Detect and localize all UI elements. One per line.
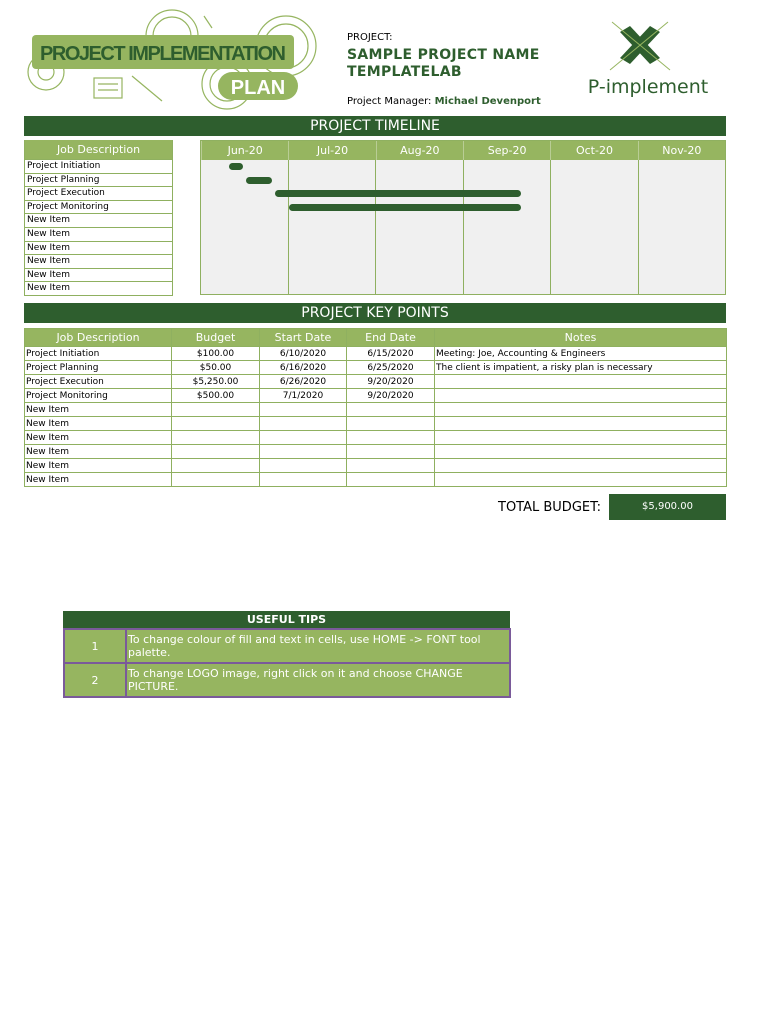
- table-cell[interactable]: 9/20/2020: [347, 375, 435, 389]
- table-cell[interactable]: [435, 417, 727, 431]
- timeline-gantt: [200, 140, 726, 295]
- gantt-bar: [229, 163, 243, 170]
- timeline-month-header: Aug-20: [376, 141, 463, 160]
- timeline-job-row: New Item: [25, 241, 172, 255]
- table-row: [25, 403, 727, 417]
- brand-logo: [574, 18, 724, 100]
- timeline-month-header: Jun-20: [201, 141, 288, 160]
- table-cell[interactable]: [347, 417, 435, 431]
- table-row: [25, 361, 727, 375]
- timeline-month-column: [463, 160, 551, 294]
- total-budget-value: $5,900.00: [609, 494, 726, 520]
- table-row: [25, 445, 727, 459]
- table-cell[interactable]: [172, 445, 260, 459]
- key-points-column-header: Start Date: [260, 329, 347, 347]
- table-cell[interactable]: [435, 389, 727, 403]
- tip-number: 1: [64, 629, 126, 663]
- table-cell[interactable]: [435, 445, 727, 459]
- table-row: [25, 417, 727, 431]
- table-cell[interactable]: Project Execution: [25, 375, 172, 389]
- timeline-month-header: Nov-20: [638, 141, 725, 160]
- timeline-job-row: Project Monitoring: [25, 200, 172, 214]
- table-cell[interactable]: $500.00: [172, 389, 260, 403]
- logo-title: PROJECT IMPLEMENTATION: [40, 43, 286, 65]
- logo-plan: PLAN: [230, 77, 286, 99]
- table-cell[interactable]: [172, 403, 260, 417]
- tip-text: To change LOGO image, right click on it and choose CHANGE PICTURE.: [126, 663, 510, 697]
- timeline-month-header: Sep-20: [463, 141, 550, 160]
- table-row: [25, 375, 727, 389]
- timeline-job-row: New Item: [25, 213, 172, 227]
- table-cell[interactable]: [347, 445, 435, 459]
- key-points-column-header: Job Description: [25, 329, 172, 347]
- table-cell[interactable]: [260, 403, 347, 417]
- table-cell[interactable]: [172, 473, 260, 487]
- table-cell[interactable]: 9/20/2020: [347, 389, 435, 403]
- total-budget-label: TOTAL BUDGET:: [498, 500, 601, 515]
- table-cell[interactable]: 7/1/2020: [260, 389, 347, 403]
- table-cell[interactable]: [260, 417, 347, 431]
- table-cell[interactable]: [435, 375, 727, 389]
- table-cell[interactable]: [435, 459, 727, 473]
- table-row: [25, 473, 727, 487]
- table-cell[interactable]: 6/26/2020: [260, 375, 347, 389]
- tip-text: To change colour of fill and text in cells, use HOME -> FONT tool palette.: [126, 629, 510, 663]
- timeline-month-column: [288, 160, 376, 294]
- timeline-month-header: Oct-20: [550, 141, 637, 160]
- timeline-job-row: Project Execution: [25, 186, 172, 200]
- table-cell[interactable]: [347, 431, 435, 445]
- table-cell[interactable]: Project Monitoring: [25, 389, 172, 403]
- timeline-job-row: Project Initiation: [25, 159, 172, 173]
- table-row: [25, 459, 727, 473]
- timeline-job-header: Job Description: [25, 140, 172, 159]
- timeline-job-row: New Item: [25, 281, 172, 295]
- key-points-column-header: Notes: [435, 329, 727, 347]
- plan-logo: [22, 6, 327, 110]
- table-cell[interactable]: [172, 417, 260, 431]
- gantt-bar: [275, 190, 521, 197]
- timeline-job-list: [24, 140, 173, 296]
- table-cell[interactable]: $50.00: [172, 361, 260, 375]
- project-manager-label: Project Manager:: [347, 96, 432, 107]
- table-cell[interactable]: 6/16/2020: [260, 361, 347, 375]
- table-cell[interactable]: [260, 473, 347, 487]
- table-cell[interactable]: [435, 473, 727, 487]
- brand-name: P-implement: [587, 76, 709, 98]
- tips-table: [63, 628, 511, 698]
- table-cell[interactable]: $5,250.00: [172, 375, 260, 389]
- table-cell[interactable]: [260, 445, 347, 459]
- timeline-job-row: New Item: [25, 227, 172, 241]
- timeline-title: PROJECT TIMELINE: [24, 116, 726, 136]
- timeline-month-column: [201, 160, 288, 294]
- timeline-month-column: [550, 160, 638, 294]
- key-points-title: PROJECT KEY POINTS: [24, 303, 726, 323]
- table-cell[interactable]: New Item: [25, 431, 172, 445]
- table-cell[interactable]: The client is impatient, a risky plan is necessary: [435, 361, 727, 375]
- table-cell[interactable]: 6/25/2020: [347, 361, 435, 375]
- tip-row: [64, 663, 510, 697]
- key-points-column-header: Budget: [172, 329, 260, 347]
- table-cell[interactable]: [347, 403, 435, 417]
- table-cell[interactable]: Project Initiation: [25, 347, 172, 361]
- table-cell[interactable]: [347, 473, 435, 487]
- table-cell[interactable]: [435, 403, 727, 417]
- table-row: [25, 431, 727, 445]
- tip-number: 2: [64, 663, 126, 697]
- table-cell[interactable]: 6/10/2020: [260, 347, 347, 361]
- key-points-table: [24, 328, 727, 487]
- table-cell[interactable]: [435, 431, 727, 445]
- timeline-job-row: Project Planning: [25, 173, 172, 187]
- project-name: SAMPLE PROJECT NAME TEMPLATELAB: [347, 47, 540, 80]
- table-row: [25, 389, 727, 403]
- table-row: [25, 347, 727, 361]
- table-cell[interactable]: 6/15/2020: [347, 347, 435, 361]
- table-cell[interactable]: New Item: [25, 445, 172, 459]
- project-manager-name: Michael Devenport: [434, 96, 541, 107]
- x-mark-icon: [610, 22, 670, 70]
- table-cell[interactable]: [172, 459, 260, 473]
- table-cell[interactable]: New Item: [25, 459, 172, 473]
- table-cell[interactable]: New Item: [25, 473, 172, 487]
- table-cell[interactable]: New Item: [25, 403, 172, 417]
- table-cell[interactable]: New Item: [25, 417, 172, 431]
- timeline-month-header: Jul-20: [288, 141, 375, 160]
- timeline-month-column: [375, 160, 463, 294]
- table-cell[interactable]: $100.00: [172, 347, 260, 361]
- tips-title: USEFUL TIPS: [63, 611, 510, 628]
- project-label: PROJECT:: [347, 32, 393, 43]
- gantt-bar: [246, 177, 272, 184]
- timeline-month-column: [638, 160, 726, 294]
- table-cell[interactable]: [260, 431, 347, 445]
- table-cell[interactable]: [347, 459, 435, 473]
- project-manager: [347, 96, 541, 107]
- key-points-column-header: End Date: [347, 329, 435, 347]
- gantt-bar: [289, 204, 521, 211]
- table-cell[interactable]: [260, 459, 347, 473]
- timeline-job-row: New Item: [25, 254, 172, 268]
- table-cell[interactable]: [172, 431, 260, 445]
- table-cell[interactable]: Project Planning: [25, 361, 172, 375]
- tip-row: [64, 629, 510, 663]
- timeline-job-row: New Item: [25, 268, 172, 282]
- table-cell[interactable]: Meeting: Joe, Accounting & Engineers: [435, 347, 727, 361]
